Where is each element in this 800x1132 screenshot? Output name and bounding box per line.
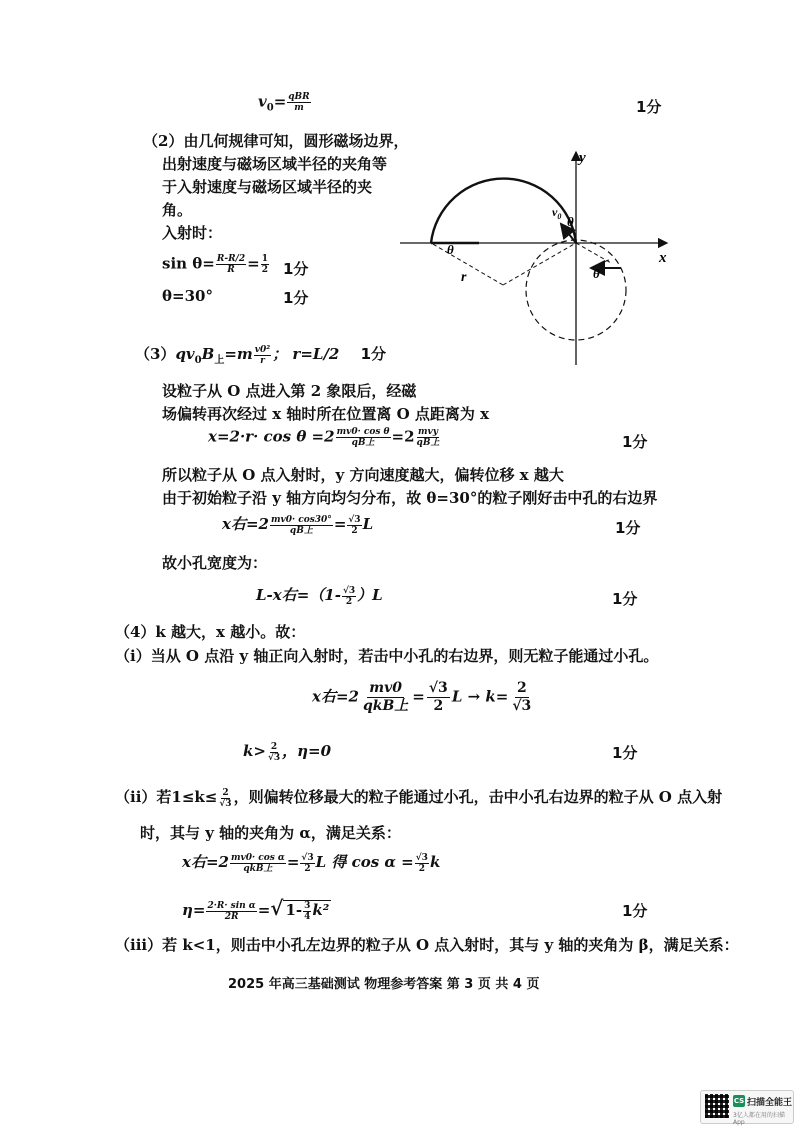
score-q3-eq2: 1分: [622, 433, 648, 451]
q3-eq3: x右=2 $\frac{mv0\cdot \cos 30^\circ}{\text{qB上}}$ = $\frac{√3}{2}$ L: [222, 514, 374, 536]
q3-para3: 由于初始粒子沿 y 轴方向均匀分布，故 θ=30°的粒子刚好击中孔的右边界: [162, 489, 658, 507]
q2-theta-result: θ=30°: [162, 287, 213, 305]
score-q4-i: 1分: [612, 744, 638, 762]
q2-sin-formula: sin θ= $\frac{R-R/2}{R}$ = $\frac{1}{2}$: [162, 254, 268, 275]
q4-ii-eq2: η= $\frac{\text{2·R· sin α}}{2R}$ =√ 1- $\frac{3}{4}$ k²: [182, 896, 330, 922]
score-q2-sin: 1分: [283, 260, 309, 278]
score-q1: 1分: [636, 98, 662, 116]
q3-eq4: L-x右=（1- $\frac{√3}{2}$ ）L: [256, 585, 383, 607]
score-q3-eq4: 1分: [612, 590, 638, 608]
q2-line4: 角。: [162, 201, 193, 219]
q2-line5: 入射时：: [162, 224, 223, 242]
q4-iii-text: （iii）若 k<1，则击中小孔左边界的粒子从 O 点入射时，其与 y 轴的夹角为 β，满足关系：: [115, 936, 739, 954]
q2-line1: （2）由几何规律可知，圆形磁场边界，: [143, 132, 409, 150]
score-q4-ii: 1分: [622, 902, 648, 920]
camscanner-logo-icon: CS: [733, 1097, 745, 1105]
page-footer: 2025 年高三基础测试 物理参考答案 第 3 页 共 4 页: [228, 977, 540, 992]
theta-label-left: θ: [447, 242, 454, 257]
q4-intro: （4）k 越大，x 越小。故：: [115, 623, 306, 641]
q2-line3: 于入射速度与磁场区域半径的夹: [162, 178, 373, 196]
q4-i-eq: x右=2 $\frac{mv0}{\text{qkB上}}$ = $\frac{√3}{2}$ L → k= $\frac{2}{√3}$: [312, 680, 532, 714]
q4-ii-eq1: x右=2 $\frac{\text{mv0· cos α}}{\text{qkB上}}$ = $\frac{√3}{2}$ L 得 cos α = $\frac{√3}{2}$ k: [182, 852, 441, 874]
theta-label-top: θ: [567, 214, 574, 229]
score-q3-eq3: 1分: [615, 519, 641, 537]
score-q2-theta: 1分: [283, 289, 309, 307]
radius-left: [431, 243, 503, 285]
scanner-watermark: CS 扫描全能王 3亿人都在用的扫描App: [700, 1090, 794, 1124]
q3-para2: 所以粒子从 O 点入射时，y 方向速度越大，偏转位移 x 越大: [162, 466, 564, 484]
q3-para1-l2: 场偏转再次经过 x 轴时所在位置离 O 点距离为 x: [162, 405, 490, 423]
theta-label-right: θ: [593, 266, 600, 281]
radius-right: [503, 243, 576, 285]
q2-line2: 出射速度与磁场区域半径的夹角等: [162, 155, 388, 173]
q4-i-text: （i）当从 O 点沿 y 轴正向入射时，若击中小孔的右边界，则无粒子能通过小孔。: [115, 647, 659, 665]
q4-i-result: k> $\frac{2}{√3}$ ，η=0: [243, 741, 332, 763]
qr-code-icon: [705, 1094, 729, 1118]
q3-eq1: $(3)qv_0B_上=m$ $\frac{\text{v0²}}{r}$ ； r=L/2 1分: [135, 344, 387, 366]
q3-para1-l1: 设粒子从 O 点进入第 2 象限后，经磁: [162, 382, 417, 400]
q4-ii-text-l1: （ii）若1≤k≤ $\frac{2}{√3}$ ，则偏转位移最大的粒子能通过小孔，击中小孔右边界的粒子从 O 点入射: [115, 787, 723, 809]
q4-ii-text-l2: 时，其与 y 轴的夹角为 α，满足关系：: [140, 824, 401, 842]
magnetic-field-diagram: [395, 140, 685, 370]
y-axis-label: y: [579, 150, 586, 166]
v0-label: $v_0$: [552, 205, 562, 221]
q3-eq2: x=2·r· cos θ =2 $\frac{\text{mv0· cos θ}}{\text{qB上}}$ =2 $\frac{\text{mvy}}{\text{qB上}}$: [208, 427, 440, 448]
q1-formula: $v_0=$ $\frac{\text{qBR}}{m}$: [258, 92, 310, 114]
radius-origin: [576, 243, 611, 263]
radius-label: r: [461, 270, 467, 285]
q3-para4: 故小孔宽度为：: [162, 554, 268, 572]
x-axis-label: x: [659, 250, 667, 266]
